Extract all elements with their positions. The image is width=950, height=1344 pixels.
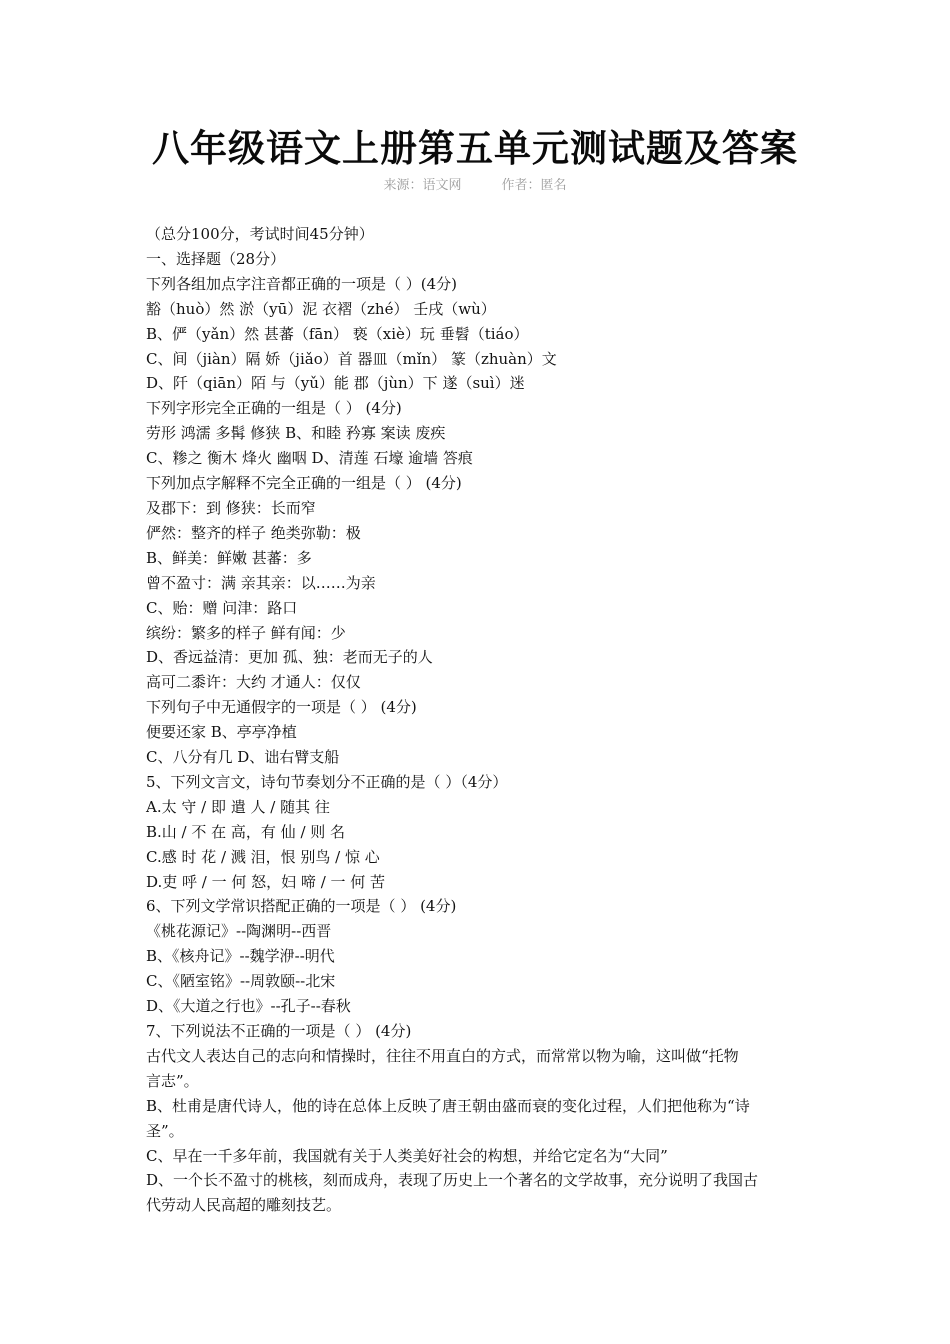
text-line: 便要还家 B、亭亭净植 [146,723,297,742]
text-line: 代劳动人民高超的雕刻技艺。 [146,1196,342,1215]
text-line: C、贻：赠 问津：路口 [146,598,298,617]
text-line: 5、下列文言文，诗句节奏划分不正确的是（ ）（4分） [146,772,508,791]
text-line: C、间（jiàn）隔 娇（jiǎo）首 器皿（mǐn） 篆（zhuàn）文 [146,349,557,368]
text-line: C、八分有几 D、诎右臂支船 [146,748,340,767]
text-line: A.太 守 / 即 遣 人 / 随其 往 [146,797,330,816]
text-line: B、鲜美：鲜嫩 甚蕃：多 [146,548,312,567]
source-label: 来源：语文网 [383,178,462,193]
text-line: 圣”。 [146,1121,184,1140]
text-line: 一、选择题（28分） [146,249,286,268]
text-line: 《桃花源记》--陶渊明--西晋 [146,922,332,941]
text-line: B、杜甫是唐代诗人，他的诗在总体上反映了唐王朝由盛而衰的变化过程，人们把他称为“诗 [146,1096,750,1115]
text-line: （总分100分，考试时间45分钟） [146,225,374,243]
text-line: 及郡下：到 修狭：长而窄 [146,498,316,517]
text-line: 古代文人表达自己的志向和情操时，往往不用直白的方式，而常常以物为喻，这叫做“托物 [146,1046,739,1065]
text-line: 下列字形完全正确的一组是（ ） (4分) [146,399,402,418]
text-line: D、香远益清：更加 孤、独：老而无子的人 [146,648,433,667]
text-line: B、俨（yǎn）然 甚蕃（fān） 亵（xiè）玩 垂髫（tiáo） [146,324,529,343]
text-line: 言志”。 [146,1071,199,1090]
author-label: 作者：匿名 [501,178,567,193]
text-line: 下列句子中无通假字的一项是（ ） (4分) [146,698,417,717]
text-line: 6、下列文学常识搭配正确的一项是（ ） (4分) [146,897,457,916]
text-line: 下列各组加点字注音都正确的一项是（ ）(4分) [146,274,458,293]
text-line: C、糁之 衡木 烽火 幽咽 D、清莲 石壕 逾墙 答痕 [146,449,473,468]
text-line: C、《陋室铭》--周敦颐--北宋 [146,972,336,991]
text-line: D、一个长不盈寸的桃核，刻而成舟，表现了历史上一个著名的文学故事，充分说明了我国古 [146,1171,759,1190]
text-line: 缤纷：繁多的样子 鲜有闻：少 [146,623,346,642]
text-line: 高可二黍许：大约 才通人：仅仅 [146,673,361,692]
text-line: 7、下列说法不正确的一项是（ ） (4分) [146,1022,412,1040]
page-title: 八年级语文上册第五单元测试题及答案 [152,126,798,170]
text-line: D、阡（qiān）陌 与（yǔ）能 郡（jùn）下 遂（suì）迷 [146,374,525,393]
text-line: 俨然：整齐的样子 绝类弥勒：极 [146,523,361,542]
text-line: 豁（huò）然 淤（yū）泥 衣褶（zhé） 壬戌（wù） [146,299,496,318]
article-meta [0,176,950,196]
text-line: C、早在一千多年前，我国就有关于人类美好社会的构想，并给它定名为“大同” [146,1146,668,1165]
text-line: B.山 / 不 在 高，有 仙 / 则 名 [146,822,346,841]
text-line: B、《核舟记》--魏学洢--明代 [146,947,335,966]
text-line: 下列加点字解释不完全正确的一组是（ ） (4分) [146,474,462,493]
text-line: D.吏 呼 / 一 何 怒，妇 啼 / 一 何 苦 [146,872,386,891]
text-line: C.感 时 花 / 溅 泪，恨 别鸟 / 惊 心 [146,847,380,866]
text-line: 曾不盈寸：满 亲其亲：以……为亲 [146,573,376,592]
text-line: 劳形 鸿濡 多髯 修狭 B、和睦 矜寡 案读 废疾 [146,424,446,443]
document-body [146,222,814,1218]
text-line: D、《大道之行也》--孔子--春秋 [146,997,351,1016]
